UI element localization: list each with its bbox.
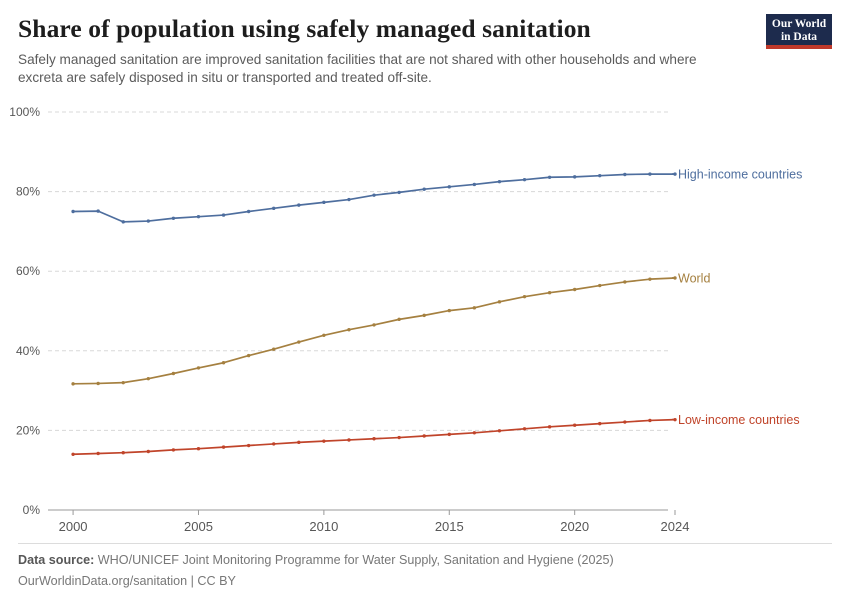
- series-point[interactable]: [297, 441, 300, 444]
- owid-logo[interactable]: [766, 14, 832, 49]
- series-point[interactable]: [648, 419, 651, 422]
- series-point[interactable]: [448, 309, 451, 312]
- series-label[interactable]: World: [678, 271, 711, 286]
- series-point[interactable]: [96, 382, 99, 385]
- series-point[interactable]: [473, 431, 476, 434]
- data-source-label: Data source:: [18, 553, 95, 567]
- series-point[interactable]: [247, 444, 250, 447]
- series-point[interactable]: [71, 210, 74, 213]
- series-point[interactable]: [523, 427, 526, 430]
- series-point[interactable]: [147, 450, 150, 453]
- series-point[interactable]: [498, 429, 501, 432]
- series-point[interactable]: [122, 381, 125, 384]
- data-source-text: WHO/UNICEF Joint Monitoring Programme for Water Supply, Sanitation and Hygiene (2025): [97, 553, 614, 567]
- series-point[interactable]: [573, 424, 576, 427]
- series-point[interactable]: [623, 280, 626, 283]
- attribution-line[interactable]: OurWorldinData.org/sanitation | CC BY: [18, 574, 236, 588]
- chart-svg[interactable]: [0, 100, 850, 538]
- series-point[interactable]: [548, 425, 551, 428]
- series-point[interactable]: [197, 447, 200, 450]
- series-point[interactable]: [297, 203, 300, 206]
- series-point[interactable]: [172, 448, 175, 451]
- y-axis-tick-label: 20%: [15, 423, 40, 438]
- series-point[interactable]: [598, 422, 601, 425]
- series-point[interactable]: [222, 361, 225, 364]
- series-point[interactable]: [623, 173, 626, 176]
- series-point[interactable]: [648, 277, 651, 280]
- series-point[interactable]: [397, 318, 400, 321]
- series-point[interactable]: [372, 437, 375, 440]
- series-line[interactable]: [73, 278, 675, 384]
- series-point[interactable]: [397, 436, 400, 439]
- series-point[interactable]: [122, 451, 125, 454]
- series-point[interactable]: [623, 420, 626, 423]
- series-point[interactable]: [297, 340, 300, 343]
- series-line[interactable]: [73, 174, 675, 222]
- series-point[interactable]: [96, 209, 99, 212]
- series-point[interactable]: [448, 433, 451, 436]
- series-point[interactable]: [322, 439, 325, 442]
- series-point[interactable]: [322, 201, 325, 204]
- series-point[interactable]: [573, 175, 576, 178]
- series-point[interactable]: [498, 180, 501, 183]
- series-point[interactable]: [197, 215, 200, 218]
- logo-line-1: Our World: [771, 18, 827, 30]
- chart-footer: [18, 543, 832, 588]
- y-axis-tick-label: 100%: [9, 105, 40, 119]
- series-point[interactable]: [423, 188, 426, 191]
- y-axis-tick-label: 0%: [22, 503, 40, 517]
- series-point[interactable]: [71, 382, 74, 385]
- series-point[interactable]: [172, 372, 175, 375]
- series-point[interactable]: [122, 220, 125, 223]
- series-point[interactable]: [573, 288, 576, 291]
- logo-line-2: in Data: [780, 30, 818, 43]
- series-point[interactable]: [473, 183, 476, 186]
- x-axis-tick-label: 2010: [309, 519, 339, 534]
- y-axis-tick-label: 80%: [15, 184, 40, 199]
- series-point[interactable]: [197, 366, 200, 369]
- series-point[interactable]: [448, 185, 451, 188]
- series-point[interactable]: [423, 434, 426, 437]
- series-point[interactable]: [423, 314, 426, 317]
- series-point[interactable]: [523, 178, 526, 181]
- page-title: Share of population using safely managed sanitation: [18, 14, 591, 43]
- x-axis-tick-label: 2024: [660, 519, 690, 534]
- x-axis-tick-label: 2020: [560, 519, 590, 534]
- series-point[interactable]: [372, 323, 375, 326]
- series-point[interactable]: [648, 172, 651, 175]
- y-axis-tick-label: 60%: [15, 264, 40, 279]
- series-point[interactable]: [172, 217, 175, 220]
- series-point[interactable]: [498, 300, 501, 303]
- series-point[interactable]: [598, 174, 601, 177]
- series-point[interactable]: [372, 193, 375, 196]
- line-chart[interactable]: [0, 100, 850, 538]
- x-axis-tick-label: 2015: [434, 519, 464, 534]
- series-point[interactable]: [272, 348, 275, 351]
- series-point[interactable]: [347, 328, 350, 331]
- series-point[interactable]: [96, 452, 99, 455]
- series-point[interactable]: [147, 219, 150, 222]
- x-axis-tick-label: 2000: [58, 519, 88, 534]
- data-source-line: [18, 553, 832, 567]
- series-point[interactable]: [222, 445, 225, 448]
- series-point[interactable]: [247, 210, 250, 213]
- series-label[interactable]: High-income countries: [678, 167, 803, 182]
- series-point[interactable]: [222, 213, 225, 216]
- page-subtitle: Safely managed sanitation are improved sanitation facilities that are not shared with other households and where excreta are safely disposed in situ or transported and treated off-site.: [18, 52, 697, 86]
- series-point[interactable]: [272, 207, 275, 210]
- series-point[interactable]: [548, 291, 551, 294]
- series-point[interactable]: [548, 176, 551, 179]
- series-line[interactable]: [73, 420, 675, 455]
- series-point[interactable]: [147, 377, 150, 380]
- series-point[interactable]: [598, 284, 601, 287]
- y-axis-tick-label: 40%: [15, 343, 40, 358]
- series-point[interactable]: [347, 198, 350, 201]
- series-label[interactable]: Low-income countries: [678, 413, 800, 428]
- series-point[interactable]: [247, 354, 250, 357]
- series-point[interactable]: [322, 334, 325, 337]
- x-axis-tick-label: 2005: [184, 519, 213, 534]
- series-point[interactable]: [523, 295, 526, 298]
- series-point[interactable]: [397, 191, 400, 194]
- series-point[interactable]: [473, 306, 476, 309]
- series-point[interactable]: [71, 453, 74, 456]
- series-point[interactable]: [272, 442, 275, 445]
- series-point[interactable]: [347, 438, 350, 441]
